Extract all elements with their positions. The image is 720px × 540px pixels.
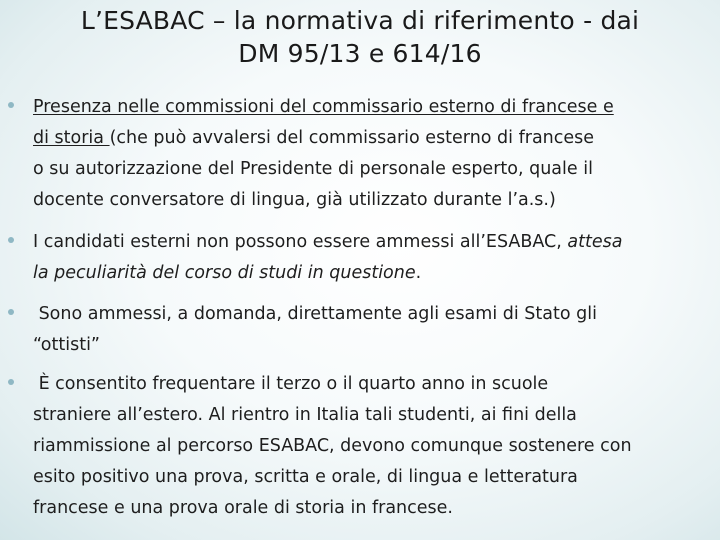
bullet-line bbox=[33, 227, 713, 258]
slide-title bbox=[0, 4, 720, 70]
bullet-dot-icon bbox=[8, 102, 14, 108]
bullet-line bbox=[33, 258, 713, 289]
bullet-text bbox=[33, 92, 713, 216]
bullet-line-normal: I candidati esterni non possono essere ammessi all’ESABAC, bbox=[33, 232, 568, 252]
bullet-text bbox=[33, 369, 713, 524]
bullet-line: straniere all’estero. Al rientro in Italia tali studenti, ai fini della bbox=[33, 405, 577, 425]
italic-text: la peculiarità del corso di studi in questione bbox=[33, 263, 416, 283]
bullet-line: docente conversatore di lingua, già utilizzato durante l’a.s.) bbox=[33, 190, 556, 210]
underlined-text: di storia bbox=[33, 128, 110, 148]
bullet-line: riammissione al percorso ESABAC, devono comunque sostenere con bbox=[33, 436, 632, 456]
slide-title-line-1: L’ESABAC – la normativa di riferimento - dai bbox=[80, 6, 640, 35]
bullet-line: esito positivo una prova, scritta e orale, di lingua e letteratura bbox=[33, 467, 578, 487]
bullet-line: “ottisti” bbox=[33, 335, 100, 355]
italic-text: attesa bbox=[567, 232, 623, 252]
bullet-dot-icon bbox=[8, 309, 14, 315]
bullet-line-rest: (che può avvalersi del commissario esterno di francese bbox=[109, 128, 595, 148]
bullet-line: francese e una prova orale di storia in francese. bbox=[33, 498, 453, 518]
bullet-text bbox=[33, 299, 713, 361]
bullet-line-end: . bbox=[415, 263, 422, 283]
bullet-line: Sono ammessi, a domanda, direttamente agli esami di Stato gli bbox=[33, 304, 597, 324]
bullet-line: Presenza nelle commissioni del commissario esterno di francese e bbox=[33, 97, 614, 117]
bullet-line bbox=[33, 123, 713, 154]
bullet-dot-icon bbox=[8, 237, 14, 243]
bullet-text bbox=[33, 227, 713, 289]
slide-title-line-2: DM 95/13 e 614/16 bbox=[238, 39, 482, 68]
bullet-line: o su autorizzazione del Presidente di personale esperto, quale il bbox=[33, 159, 593, 179]
bullet-dot-icon bbox=[8, 379, 14, 385]
bullet-line: È consentito frequentare il terzo o il quarto anno in scuole bbox=[33, 374, 549, 394]
